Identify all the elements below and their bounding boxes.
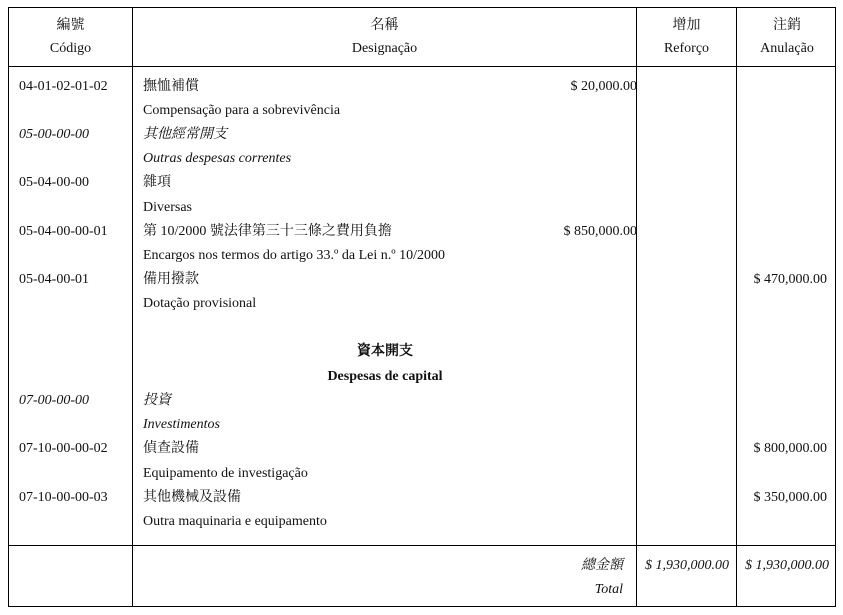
- row-code: 07-00-00-00: [19, 393, 89, 408]
- row-designation-zh: 撫恤補償: [143, 79, 199, 94]
- row-anulacao: $ 800,000.00: [753, 441, 827, 456]
- row-reforco: $ 20,000.00: [570, 79, 637, 94]
- section-heading-pt: Despesas de capital: [327, 369, 443, 384]
- total-reforco: $ 1,930,000.00: [645, 558, 729, 573]
- row-designation-zh: 其他經常開支: [143, 127, 227, 142]
- row-designation-zh: 偵查設備: [143, 441, 199, 456]
- total-label-pt: Total: [594, 582, 623, 597]
- row-anulacao: $ 350,000.00: [753, 490, 827, 505]
- header-anulacao-pt: Anulação: [760, 41, 814, 56]
- row-code: 05-04-00-00-01: [19, 224, 108, 239]
- row-code: 05-00-00-00: [19, 127, 89, 142]
- header-code-pt: Código: [49, 41, 92, 56]
- header-designation-pt: Designação: [351, 41, 418, 56]
- total-anulacao: $ 1,930,000.00: [745, 558, 829, 573]
- header-reforco-pt: Reforço: [663, 41, 710, 56]
- header-reforco: [637, 8, 736, 66]
- header-code-zh: 編號: [56, 18, 85, 33]
- header-anulacao: [737, 8, 837, 66]
- row-designation-zh: 其他機械及設備: [143, 490, 241, 505]
- row-designation-zh: 雜項: [143, 175, 171, 190]
- row-designation-zh: 投資: [143, 393, 171, 408]
- column-divider: [736, 8, 737, 606]
- header-designation-zh: 名稱: [370, 18, 399, 33]
- header-anulacao-zh: 注銷: [773, 18, 801, 33]
- row-designation-pt: Diversas: [143, 200, 192, 215]
- row-designation-pt: Outras despesas correntes: [143, 151, 292, 166]
- row-designation-pt: Encargos nos termos do artigo 33.º da Lei n.º 10/2000: [143, 248, 445, 263]
- row-designation-pt: Equipamento de investigação: [143, 466, 308, 481]
- budget-table: [8, 7, 836, 607]
- row-reforco: $ 850,000.00: [563, 224, 637, 239]
- row-designation-pt: Compensação para a sobrevivência: [143, 103, 341, 118]
- header-designation: [133, 8, 636, 66]
- row-code: 04-01-02-01-02: [19, 79, 108, 94]
- row-designation-zh: 備用撥款: [143, 272, 199, 287]
- section-heading-zh: 資本開支: [357, 344, 413, 359]
- row-designation-pt: Investimentos: [143, 417, 220, 432]
- row-code: 05-04-00-00: [19, 175, 89, 190]
- row-designation-pt: Dotação provisional: [143, 296, 257, 311]
- header-divider: [9, 66, 835, 67]
- row-anulacao: $ 470,000.00: [753, 272, 827, 287]
- row-code: 05-04-00-01: [19, 272, 89, 287]
- column-divider: [132, 8, 133, 606]
- row-code: 07-10-00-00-02: [19, 441, 108, 456]
- header-code: [9, 8, 132, 66]
- row-code: 07-10-00-00-03: [19, 490, 108, 505]
- total-divider: [9, 545, 835, 546]
- row-designation-zh: 第 10/2000 號法律第三十三條之費用負擔: [143, 224, 392, 239]
- total-label-zh: 總金額: [581, 558, 623, 573]
- header-reforco-zh: 增加: [672, 18, 701, 33]
- row-designation-pt: Outra maquinaria e equipamento: [143, 514, 327, 529]
